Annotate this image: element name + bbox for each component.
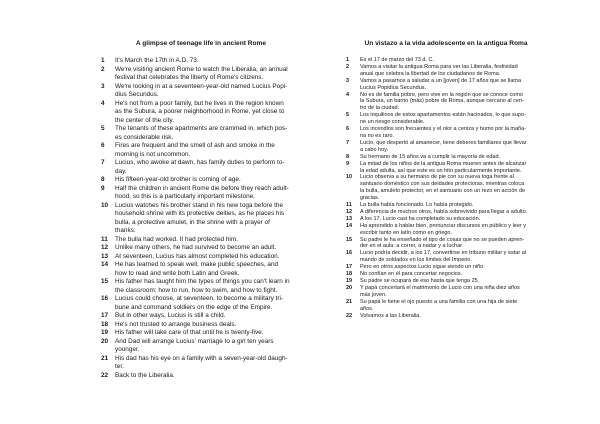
es-sentence-6-line-1 bbox=[346, 126, 546, 133]
es-sentence-3-line-2 bbox=[346, 85, 546, 92]
es-sentence-4-line-1 bbox=[346, 92, 546, 99]
en-sentence-text: household shrine with its protective deities, as he places his bbox=[115, 210, 285, 217]
es-sentence-number: 7 bbox=[346, 139, 350, 146]
en-sentence-text: ter. bbox=[115, 363, 124, 370]
es-sentence-2-line-2 bbox=[346, 71, 546, 78]
en-sentence-2-line-1 bbox=[101, 66, 301, 75]
es-sentence-3-line-1 bbox=[346, 78, 546, 85]
en-sentence-text: His dad has his eye on a family with a seven-year-old daugh- bbox=[115, 354, 288, 362]
es-sentence-number: 19 bbox=[346, 278, 353, 284]
en-sentence-text: day. bbox=[115, 167, 127, 175]
en-sentence-22-line-1 bbox=[101, 372, 301, 381]
en-sentence-14-line-2 bbox=[101, 270, 301, 279]
es-sentence-text: A diferencia de muchos otros, había sobrevivido para llegar a adulto. bbox=[360, 208, 528, 215]
es-sentence-text: escribir tanto en latín como en griego. bbox=[360, 229, 453, 236]
en-sentence-text: dius Secundus. bbox=[115, 91, 159, 98]
es-sentence-number: 3 bbox=[346, 77, 350, 84]
es-sentence-text: anual que celebra la libertad de los ciudadanos de Roma. bbox=[360, 70, 501, 77]
es-sentence-text: Lucio, que despertó al amanecer, tiene deberes familiares que llevar bbox=[360, 139, 527, 146]
es-sentence-22-line-1 bbox=[346, 313, 546, 320]
en-sentence-text: Half the children in ancient Rome die before they reach adult- bbox=[115, 184, 289, 192]
en-sentence-16-line-2 bbox=[101, 304, 301, 313]
en-sentence-17-line-1 bbox=[101, 312, 301, 321]
es-sentence-number: 16 bbox=[346, 250, 353, 257]
en-sentence-number: 21 bbox=[101, 354, 109, 362]
en-sentence-number: 19 bbox=[101, 329, 109, 336]
es-sentence-11-line-1 bbox=[346, 202, 546, 209]
es-sentence-number: 13 bbox=[346, 215, 353, 222]
en-sentence-text: morning is not uncommon. bbox=[115, 150, 191, 158]
es-sentence-14-line-1 bbox=[346, 223, 546, 230]
en-sentence-text: Lucius could choose, at seventeen, to become a military tri- bbox=[115, 295, 284, 302]
es-sentence-number: 17 bbox=[346, 264, 353, 271]
es-sentence-9-line-2 bbox=[346, 168, 546, 175]
en-sentence-text: We're looking in at a seventeen-year-old named Lucius Popi- bbox=[115, 82, 288, 90]
es-sentence-text: A los 17, Lucio casi ha completado su educación. bbox=[360, 215, 481, 222]
es-sentence-number: 12 bbox=[346, 208, 353, 215]
es-sentence-number: 18 bbox=[346, 271, 353, 278]
en-sentence-text: bulla, a protective amulet, in the shrine with a prayer of bbox=[115, 218, 270, 226]
es-sentence-4-line-2 bbox=[346, 98, 546, 105]
es-sentence-14-line-2 bbox=[346, 230, 546, 237]
en-sentence-4-line-3 bbox=[101, 117, 301, 126]
en-sentence-21-line-2 bbox=[101, 363, 301, 372]
es-sentence-10-line-2 bbox=[346, 181, 546, 188]
es-sentence-2-line-1 bbox=[346, 64, 546, 71]
es-sentence-9-line-1 bbox=[346, 161, 546, 168]
en-sentence-8-line-1 bbox=[101, 176, 301, 185]
es-sentence-text: Es el 17 de marzo del 73 d. C. bbox=[360, 57, 434, 63]
en-sentence-text: And Dad will arrange Lucius' marriage to a girl ten years bbox=[115, 337, 274, 345]
es-sentence-text: Volvamos a las Liberalia. bbox=[360, 312, 421, 319]
es-sentence-text: Y papá concertará el matrimonio de Lucio con una niña diez años bbox=[360, 284, 520, 291]
es-sentence-16-line-2 bbox=[346, 257, 546, 264]
en-sentence-18-line-1 bbox=[101, 321, 301, 330]
es-sentence-5-line-2 bbox=[346, 119, 546, 126]
es-sentence-10-line-1 bbox=[346, 174, 546, 181]
en-sentence-text: He's not trusted to arrange business deals. bbox=[115, 320, 237, 328]
es-sentence-19-line-1 bbox=[346, 278, 546, 285]
en-sentence-number: 18 bbox=[101, 320, 109, 328]
en-sentence-text: His father has taught him the types of things you can't learn in bbox=[115, 278, 290, 285]
en-sentence-text: The bulla had worked. It had protected him. bbox=[115, 235, 238, 243]
es-sentence-text: Su hermano de 15 años va a cumplir la mayoría de edad. bbox=[360, 153, 501, 160]
es-sentence-text: mando de soldados en los límites del Imperio. bbox=[360, 257, 472, 264]
en-sentence-10-line-4 bbox=[101, 227, 301, 236]
es-sentence-21-line-1 bbox=[346, 299, 546, 306]
es-sentence-text: La mitad de los niños de la antigua Roma mueren antes de alcanzar bbox=[360, 160, 527, 167]
en-sentence-6-line-1 bbox=[101, 142, 301, 151]
en-sentence-text: Fires are frequent and the smell of ash and smoke in the bbox=[115, 142, 275, 149]
en-sentence-text: the classroom: how to run, how to swim, and how to fight. bbox=[115, 286, 278, 294]
es-sentence-text: años. bbox=[360, 305, 374, 312]
es-sentence-10-line-3 bbox=[346, 188, 546, 195]
es-sentence-text: Los incendios son frecuentes y el olor a ceniza y humo por la maña- bbox=[360, 126, 527, 133]
en-sentence-7-line-2 bbox=[101, 168, 301, 177]
es-sentence-17-line-1 bbox=[346, 264, 546, 271]
en-sentence-21-line-1 bbox=[101, 355, 301, 364]
english-list bbox=[101, 57, 301, 380]
en-sentence-number: 8 bbox=[101, 176, 105, 183]
en-sentence-text: Lucius, who awoke at dawn, has family duties to perform to- bbox=[115, 159, 285, 166]
en-sentence-number: 4 bbox=[101, 99, 105, 107]
es-sentence-text: La bulla había funcionado. Lo había protegido. bbox=[360, 202, 474, 209]
en-sentence-10-line-1 bbox=[101, 202, 301, 211]
es-sentence-16-line-1 bbox=[346, 250, 546, 257]
es-sentence-8-line-1 bbox=[346, 154, 546, 161]
en-sentence-number: 11 bbox=[101, 235, 108, 243]
es-sentence-7-line-1 bbox=[346, 140, 546, 147]
en-sentence-10-line-2 bbox=[101, 210, 301, 219]
en-sentence-number: 17 bbox=[101, 312, 109, 319]
en-sentence-19-line-1 bbox=[101, 329, 301, 338]
es-sentence-number: 1 bbox=[346, 57, 350, 63]
es-sentence-5-line-1 bbox=[346, 112, 546, 119]
en-sentence-text: es considerable risk. bbox=[115, 133, 174, 141]
en-sentence-number: 5 bbox=[101, 125, 105, 132]
en-sentence-number: 10 bbox=[101, 201, 109, 209]
en-sentence-number: 22 bbox=[101, 371, 109, 379]
es-sentence-13-line-1 bbox=[346, 216, 546, 223]
en-sentence-6-line-2 bbox=[101, 151, 301, 160]
en-sentence-5-line-2 bbox=[101, 134, 301, 143]
en-sentence-14-line-1 bbox=[101, 261, 301, 270]
spanish-column bbox=[346, 40, 546, 319]
en-sentence-number: 7 bbox=[101, 159, 105, 166]
es-sentence-number: 9 bbox=[346, 160, 350, 167]
spanish-title: Un vistazo a la vida adolescente en la antigua Roma bbox=[364, 40, 528, 47]
en-sentence-text: His father will take care of that until he is twenty-five. bbox=[115, 329, 264, 336]
es-sentence-1-line-1 bbox=[346, 57, 546, 64]
en-sentence-text: the center of the city. bbox=[115, 116, 174, 124]
en-sentence-number: 12 bbox=[101, 244, 109, 251]
es-sentence-text: Lucius Popidius Secundus. bbox=[360, 84, 427, 91]
en-sentence-20-line-2 bbox=[101, 346, 301, 355]
es-sentence-text: santuario doméstico con sus deidades protectoras, mientras coloca bbox=[360, 181, 525, 188]
en-sentence-10-line-3 bbox=[101, 219, 301, 228]
en-sentence-number: 16 bbox=[101, 295, 109, 302]
english-title: A glimpse of teenage life in ancient Rome bbox=[135, 40, 267, 47]
es-sentence-number: 15 bbox=[346, 236, 353, 243]
en-sentence-number: 3 bbox=[101, 82, 105, 90]
en-sentence-text: festival that celebrates the liberty of Rome's citizens. bbox=[115, 74, 264, 81]
en-sentence-3-line-2 bbox=[101, 91, 301, 100]
es-sentence-text: Vamos a visitar la antigua Roma para ver las Liberalia, festividad bbox=[360, 63, 518, 70]
en-sentence-text: how to read and write both Latin and Greek. bbox=[115, 269, 240, 277]
es-sentence-text: Su padre le ha enseñado el tipo de cosas que no se pueden apren- bbox=[360, 236, 525, 243]
es-sentence-text: Su padre se ocupará de eso hasta que tenga 25. bbox=[360, 278, 480, 284]
es-sentence-10-line-4 bbox=[346, 195, 546, 202]
en-sentence-3-line-1 bbox=[101, 83, 301, 92]
en-sentence-9-line-1 bbox=[101, 185, 301, 194]
en-sentence-text: But in other ways, Lucius is still a child. bbox=[115, 312, 226, 319]
es-sentence-number: 8 bbox=[346, 153, 350, 160]
en-sentence-text: Unlike many others, he had survived to become an adult. bbox=[115, 244, 277, 251]
en-sentence-number: 13 bbox=[101, 252, 109, 260]
es-sentence-number: 5 bbox=[346, 112, 350, 119]
es-sentence-number: 21 bbox=[346, 298, 353, 305]
en-sentence-text: younger. bbox=[115, 346, 140, 353]
es-sentence-number: 4 bbox=[346, 91, 350, 98]
en-sentence-16-line-1 bbox=[101, 295, 301, 304]
en-sentence-number: 6 bbox=[101, 142, 105, 149]
en-sentence-4-line-1 bbox=[101, 100, 301, 109]
en-sentence-7-line-1 bbox=[101, 159, 301, 168]
en-sentence-number: 20 bbox=[101, 337, 109, 345]
es-sentence-number: 20 bbox=[346, 284, 353, 291]
en-sentence-number: 2 bbox=[101, 65, 105, 73]
en-sentence-number: 1 bbox=[101, 57, 105, 64]
es-sentence-text: Ha aprendido a hablar bien, pronunciar discursos en público y leer y bbox=[360, 222, 527, 229]
en-sentence-9-line-2 bbox=[101, 193, 301, 202]
es-sentence-7-line-2 bbox=[346, 147, 546, 154]
es-sentence-text: Su papá le tiene el ojo puesto a una familia con una hija de siete bbox=[360, 298, 518, 305]
en-sentence-text: It's March the 17th in A.D. 73. bbox=[115, 57, 199, 64]
es-sentence-4-line-3 bbox=[346, 105, 546, 112]
es-sentence-text: tro de la ciudad. bbox=[360, 105, 400, 112]
es-sentence-20-line-1 bbox=[346, 285, 546, 292]
en-sentence-text: He has learned to speak well, make public speeches, and bbox=[115, 261, 279, 268]
es-sentence-number: 22 bbox=[346, 312, 353, 319]
es-sentence-number: 2 bbox=[346, 63, 350, 70]
es-sentence-number: 6 bbox=[346, 126, 350, 133]
spanish-list bbox=[346, 57, 546, 319]
es-sentence-text: Lucio podría decidir, a los 17, convertirse en tribuno militar y estar al bbox=[360, 250, 526, 257]
en-sentence-13-line-1 bbox=[101, 253, 301, 262]
en-sentence-text: We're visiting ancient Rome to watch the Liberalia, an annual bbox=[115, 65, 288, 73]
en-sentence-number: 15 bbox=[101, 278, 109, 285]
en-sentence-text: Back to the Liberalia. bbox=[115, 371, 175, 379]
en-sentence-15-line-1 bbox=[101, 278, 301, 287]
es-sentence-text: la edad adulta, así que este es un hito particularmente importante. bbox=[360, 167, 522, 174]
en-sentence-11-line-1 bbox=[101, 236, 301, 245]
es-sentence-text: la Subura, un barrio (más) pobre de Roma, aunque cercano al cen- bbox=[360, 98, 524, 105]
en-sentence-text: Lucius watches his brother stand in his new toga before the bbox=[115, 201, 284, 209]
en-sentence-text: He's not from a poor family, but he lives in the region known bbox=[115, 99, 284, 107]
en-sentence-number: 14 bbox=[101, 261, 109, 268]
es-sentence-6-line-2 bbox=[346, 133, 546, 140]
en-sentence-12-line-1 bbox=[101, 244, 301, 253]
es-sentence-text: Los inquilinos de estos apartamentos están hacinados, lo que supo- bbox=[360, 112, 526, 119]
en-sentence-text: hood, so this is a particularly important milestone. bbox=[115, 193, 255, 200]
en-sentence-text: bune and command soldiers on the edge of the Empire. bbox=[115, 303, 273, 311]
en-sentence-2-line-2 bbox=[101, 74, 301, 83]
es-sentence-text: Vamos a pasarnos a saludar a un [joven] de 17 años que se llama bbox=[360, 77, 522, 84]
en-sentence-20-line-1 bbox=[101, 338, 301, 347]
en-sentence-15-line-2 bbox=[101, 287, 301, 296]
es-sentence-number: 10 bbox=[346, 174, 353, 181]
english-column bbox=[101, 40, 301, 380]
es-sentence-text: gracias. bbox=[360, 195, 380, 202]
en-sentence-text: The tenants of these apartments are crammed in, which pos- bbox=[115, 125, 288, 132]
en-sentence-text: At seventeen, Lucius has almost completed his education. bbox=[115, 252, 280, 260]
es-sentence-21-line-2 bbox=[346, 306, 546, 313]
es-sentence-number: 11 bbox=[346, 202, 352, 209]
en-sentence-1-line-1 bbox=[101, 57, 301, 66]
es-sentence-text: No es de familia pobre, pero vive en la región que se conoce como bbox=[360, 91, 523, 98]
es-sentence-text: la bulla, amuleto protector, en el santuario con un rezo en acción de bbox=[360, 188, 526, 195]
es-sentence-text: Lucio observa a su hermano de pie con su nueva toga frente al bbox=[360, 174, 514, 181]
en-sentence-text: His fifteen-year-old brother is coming of age. bbox=[115, 176, 241, 183]
es-sentence-number: 14 bbox=[346, 222, 353, 229]
es-sentence-20-line-2 bbox=[346, 292, 546, 299]
en-sentence-4-line-2 bbox=[101, 108, 301, 117]
es-sentence-text: a cabo hoy. bbox=[360, 146, 389, 153]
es-sentence-text: ne un riesgo considerable. bbox=[360, 119, 425, 126]
es-sentence-15-line-2 bbox=[346, 243, 546, 250]
en-sentence-5-line-1 bbox=[101, 125, 301, 134]
es-sentence-text: más joven. bbox=[360, 291, 387, 298]
es-sentence-12-line-1 bbox=[346, 209, 546, 216]
es-sentence-text: No confían en él para concertar negocios. bbox=[360, 271, 463, 278]
es-sentence-15-line-1 bbox=[346, 237, 546, 244]
es-sentence-text: der en el aula: a correr, a nadar y a luchar. bbox=[360, 243, 464, 250]
en-sentence-text: thanks. bbox=[115, 227, 136, 234]
en-sentence-number: 9 bbox=[101, 184, 105, 192]
es-sentence-text: Pero en otros aspectos Lucio sigue siendo un niño. bbox=[360, 264, 485, 271]
es-sentence-text: na no es raro. bbox=[360, 132, 394, 139]
en-sentence-text: as the Subura, a poorer neighborhood in Rome, yet close to bbox=[115, 108, 285, 115]
es-sentence-18-line-1 bbox=[346, 271, 546, 278]
